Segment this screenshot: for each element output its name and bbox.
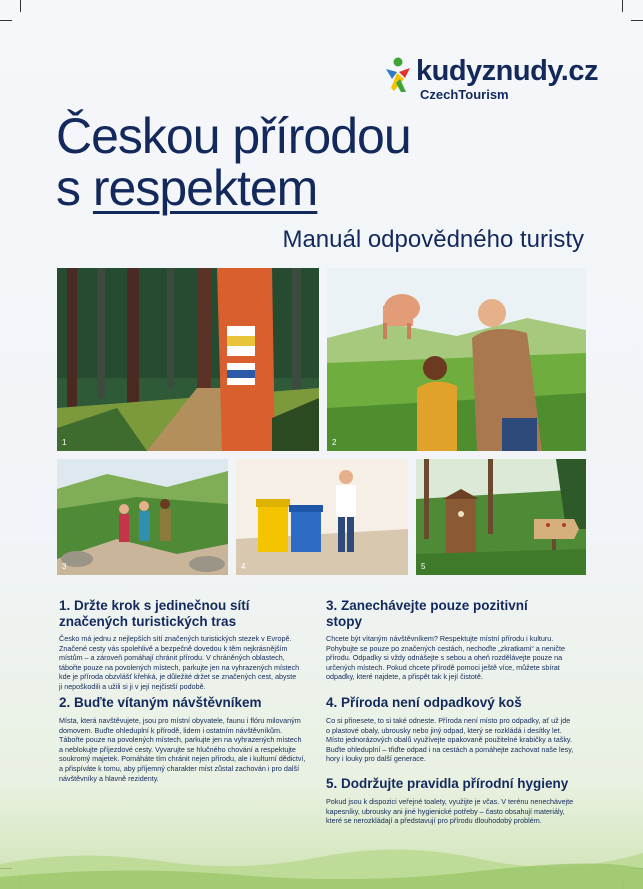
section-2-body <box>59 716 306 783</box>
brand-sub: CzechTourism <box>420 87 509 102</box>
outhouse-sign-illustration <box>416 459 586 575</box>
body-line: Tábořte pouze na povolených místech, parkujte jen na vyhrazených místech <box>59 735 302 745</box>
crop-mark <box>622 0 623 12</box>
body-line: Co si přinesete, to si také odneste. Příroda není místo pro odpadky, ať už jde <box>326 716 571 725</box>
body-line: Chcete být vítaným návštěvníkem? Respektujte místní přírodu i kulturu. <box>326 634 554 643</box>
title-line-2-prefix: s <box>56 160 93 216</box>
body-line: tábořte pouze na povolených místech, parkujte jen na vyhrazených místech <box>59 662 300 672</box>
brand-logo[interactable] <box>384 55 598 105</box>
section-heading-line: 5. Dodržujte pravidla přírodní hygieny <box>326 776 569 791</box>
page-subtitle: Manuál odpovědného turisty <box>282 226 584 253</box>
body-line: hory i louky pro další generace. <box>326 754 426 764</box>
crop-mark <box>20 0 21 12</box>
section-4-body <box>326 716 573 764</box>
section-3-heading <box>326 598 528 630</box>
section-1-body <box>59 634 299 692</box>
section-5-body <box>326 797 573 826</box>
body-line: domovem. Buďte ohleduplní k přírodě, lidem i ostatním návštěvníkům. <box>59 725 282 735</box>
forest-trail-marker-illustration <box>57 268 319 451</box>
section-3-body <box>326 634 565 682</box>
body-line: Česko má jednu z nejlepších sítí značených turistických stezek v Evropě. <box>59 634 292 643</box>
body-line: určených místech. Pokud chcete přírodě pomoci ještě více, můžete sbírat <box>326 662 560 672</box>
illustration-number: 5 <box>421 562 426 571</box>
body-line: kde je příroda obzvlášť křehká, je důležité držet se značených cest, abyste <box>59 672 297 682</box>
kudyznudy-figure-icon <box>384 57 412 93</box>
section-4-heading <box>326 695 522 711</box>
illustration-number: 4 <box>241 562 246 571</box>
body-line: a přispíváte k tomu, aby příjemný charakter míst zůstal zachován i pro další <box>59 763 300 773</box>
section-heading-line: značených turistických tras <box>59 614 237 629</box>
body-line: odpadky, které najdete, a přispět tak k její čistotě. <box>326 672 483 682</box>
body-line: soukromý majetek. Pomáháte tím chránit nejen přírodu, ale i kulturní dědictví, <box>59 754 306 764</box>
illustration-1 <box>57 268 319 451</box>
deer-silence-illustration <box>327 268 586 451</box>
section-heading-line: 1. Držte krok s jedinečnou sítí <box>59 598 250 613</box>
body-line: o plastové obaly, ubrousky nebo jiný odpad, který se rozkládá i desítky let. <box>326 725 562 735</box>
illustration-3 <box>57 459 228 575</box>
crop-mark <box>631 20 643 21</box>
body-line: které se nerozkládají a představují pro přírodu dlouhodobý problém. <box>326 816 542 826</box>
illustration-5 <box>416 459 586 575</box>
body-line: Pohybujte se pouze po značených cestách, nechoďte „zkratkami“ a neničte <box>326 643 565 653</box>
meadow-footer-decoration <box>0 829 643 889</box>
recycling-bins-illustration <box>236 459 408 575</box>
section-5-heading <box>326 776 568 792</box>
body-line: Místo jednorázových obalů využívejte opakovaně použitelné krabičky a tašky. <box>326 735 572 745</box>
hikers-on-trail-illustration <box>57 459 228 575</box>
title-underlined-word: respektem <box>92 160 318 216</box>
crop-mark <box>0 20 12 21</box>
illustration-2 <box>327 268 586 451</box>
title-line-1: Českou přírodou <box>56 108 411 164</box>
title-line-2 <box>56 162 411 214</box>
illustration-number: 3 <box>62 562 67 571</box>
section-heading-line: 2. Buďte vítaným návštěvníkem <box>59 695 262 710</box>
section-1-heading <box>59 598 250 630</box>
body-line: Značené cesty vás spolehlivě a bezpečně dovedou k těm nejkrásnějším <box>59 643 288 653</box>
brand-name: kudyznudy.cz <box>416 55 598 87</box>
body-line: kapesníky, ubrousky ani jiné hygienické potřeby – často obsahují materiály, <box>326 806 565 816</box>
illustration-number: 2 <box>332 438 337 447</box>
body-line: přírodu. Odpadky si vždy odnášejte s sebou a oheň rozdělávejte pouze na <box>326 653 563 663</box>
illustration-number: 1 <box>62 438 67 447</box>
body-line: a neblokujte příjezdové cesty. Vyvarujte se hlučného chování a respektujte <box>59 744 296 754</box>
body-line: místům – a zároveň pomáhají chránit přírodu. V chráněných oblastech, <box>59 653 285 663</box>
section-heading-line: stopy <box>326 614 363 629</box>
body-line: ji nepoškodili a užili si ji v její nejčistší podobě. <box>59 681 206 691</box>
illustration-4 <box>236 459 408 575</box>
body-line: Pokud jsou k dispozici veřejné toalety, využijte je včas. V terénu nenechávejte <box>326 797 574 806</box>
section-heading-line: 3. Zanechávejte pouze pozitivní <box>326 598 528 613</box>
page-title <box>56 110 411 214</box>
body-line: návštěvníky a hlavně rezidenty. <box>59 773 159 783</box>
section-heading-line: 4. Příroda není odpadkový koš <box>326 695 522 710</box>
body-line: Buďte ohleduplní – třiďte odpad i na cestách a pomáhejte zachovat naše lesy, <box>326 744 574 754</box>
section-2-heading <box>59 695 262 711</box>
body-line: Místa, která navštěvujete, jsou pro místní obyvatele, faunu i flóru milovaným <box>59 716 301 725</box>
